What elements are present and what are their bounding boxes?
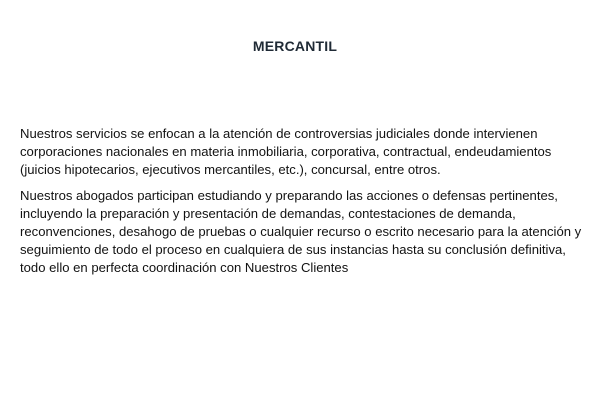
paragraph-1: Nuestros servicios se enfocan a la atención de controversias judiciales donde intervienen corporaciones nacionales en materia inmobiliaria, corporativa, contractual, endeudamientos (juicios hipotecarios, ejecutivos mercantiles, etc.), concursal, entre otros. [20,126,552,177]
document-body [20,125,585,285]
page-title: MERCANTIL [252,38,338,54]
paragraph-2: Nuestros abogados participan estudiando y preparando las acciones o defensas pertinentes, incluyendo la preparación y presentación de demandas, contestaciones de demanda, reconvenciones, desahogo de pruebas o cualquier recurso o escrito necesario para la atención y seguimiento de todo el proceso en cualquiera de sus instancias hasta su conclusión definitiva, todo ello en perfecta coordinación con Nuestros Clientes [20,188,582,275]
